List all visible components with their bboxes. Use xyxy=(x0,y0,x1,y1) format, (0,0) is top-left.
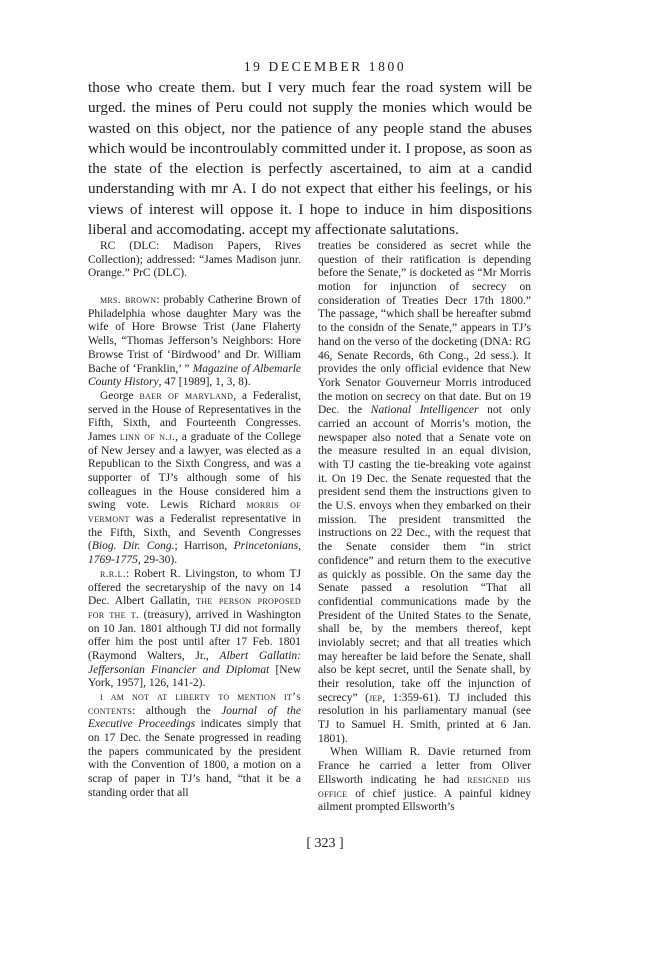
note-term: resigned his office xyxy=(318,773,532,800)
notes-right-column xyxy=(318,240,531,815)
running-head: 19 DECEMBER 1800 xyxy=(243,59,407,74)
citation: Journal of the Executive Proceedings xyxy=(88,704,301,731)
citation: Albert Gallatin: Jeffersonian Financier and Diplomat xyxy=(88,649,301,676)
note-davie: When William R. Davie returned from France he carried a letter from Oliver Ellsworth indicating he had resigned his office of chief justice. A painful kidney ailment prompted Ellsworth’s xyxy=(318,746,532,814)
note-term: linn of n.j. xyxy=(119,430,176,443)
note-baer: George baer of maryland, a Federalist, served in the House of Representatives in the Fifth, Sixth, and Fourteenth Congresses. James linn of n.j., a graduate of the College of New Jersey and a lawyer, was elected as a Republican to the Sixth Congress, and was a supporter of TJ’s although some of his colleagues in the House considered him a swing vote. Lewis Richard morris of vermont was a Federalist representative in the Fifth, Sixth, and Seventh Congresses (Biog. Dir. Cong.; Harrison, Princetonians, 1769-1775, 29-30). xyxy=(88,389,302,567)
note-term: r.r.l. xyxy=(100,567,126,580)
note-continued: treaties be considered as secret while the question of their ratification is depending before the Senate,” is docketed as “Mr Morris motion for injunction of secrecy on consideration of Treaties Decr 17th 1800.” The passage, “which shall be hereafter submd to the considn of the Senate,” appears in TJ’s hand on the verso of the docketing (DNA: RG 46, Senate Records, 6th Cong., 2d sess.). It provides the only official evidence that New York Senator Gouverneur Morris introduced the motion on secrecy on that date. But on 19 Dec. the National Intelligencer not only carried an account of Morris’s motion, the newspaper also noted that a Senate vote on the measure resulted in an equal division, with TJ casting the tie-breaking vote against it. On 19 Dec. the Senate requested that the president send them the instructions given to the U.S. envoys when they embarked on their mission. The president transmitted the instructions on 22 Dec., with the request that the Senate consider them “in strict confidence” and return them to the executive as quickly as possible. On the same day the Senate passed a resolution “That all confidential communications made by the President of the United States to the Senate, shall be, by the members thereof, kept inviolably secret; and that all treaties which may hereafter be laid before the Senate, shall also be kept secret, until the Senate shall, by their resolution, take off the injunction of secrecy” (jep, 1:359-61). TJ included this resolution in his parliamentary manual (see TJ to Samuel H. Smith, printed at 6 Jan. 1801). xyxy=(318,240,531,745)
notes-left-column xyxy=(88,240,301,801)
citation: Magazine of Albemarle County History xyxy=(88,362,301,389)
citation: Biog. Dir. Cong. xyxy=(91,540,175,553)
note-liberty: i am not at liberty to mention it’s contents: although the Journal of the Executive Proceedings indicates simply that on 17 Dec. the Senate progressed in reading the papers communicated by the president with the Convention of 1800, a motion on a scrap of paper in TJ’s hand, “that it be a standing order that all xyxy=(88,691,301,799)
citation-abbrev: jep xyxy=(368,691,383,704)
note-term: i am not at liberty to mention it’s contents xyxy=(88,691,301,717)
citation: National Intelligencer xyxy=(370,404,479,417)
note-term: morris of vermont xyxy=(88,499,301,526)
note-term: the person proposed for the t. xyxy=(88,595,301,621)
page-number: [ 323 ] xyxy=(306,836,344,851)
note-mrs-brown: mrs. brown: probably Catherine Brown of Philadelphia whose daughter Mary was the wife of Hore Browse Trist (Jane Flaherty Wells, “Thomas Jefferson’s Neighbors: Hore Browse Trist of ‘Birdwood’ and Dr. William Bache of ‘Franklin,’ ” Magazine of Albemarle County History, 47 [1989], 1, 3, 8). xyxy=(88,294,301,389)
citation: Princetonians, 1769-1775 xyxy=(88,540,301,567)
letter-text: those who create them. but I very much fear the road system will be urged. the mines of Peru could not supply the monies which would be wasted on this object, nor the patience of any people stand the abuses which would be incontroulably committed under it. I propose, as soon as the state of the election is perfectly ascertained, to aim at a candid understanding with mr A. I do not expect that either his feelings, or his views of interest will oppose it. I hope to induce in him dispositions liberal and accomodating. accept my affectionate salutations. xyxy=(88,79,532,239)
note-rrl: r.r.l.: Robert R. Livingston, to whom TJ offered the secretaryship of the navy on 14 Dec. Albert Gallatin, the person proposed for the t. (treasury), arrived in Washington on 10 Jan. 1801 although TJ did not formally offer him the post until after 17 Feb. 1801 (Raymond Walters, Jr., Albert Gallatin: Jeffersonian Financier and Diplomat [New York, 1957], 126, 141-2). xyxy=(88,567,301,690)
note-term: mrs. brown xyxy=(100,294,157,307)
source-note: RC (DLC: Madison Papers, Rives Collection); addressed: “James Madison junr. Orange.” PrC (DLC). xyxy=(88,240,301,280)
note-term: baer of maryland xyxy=(139,389,234,402)
